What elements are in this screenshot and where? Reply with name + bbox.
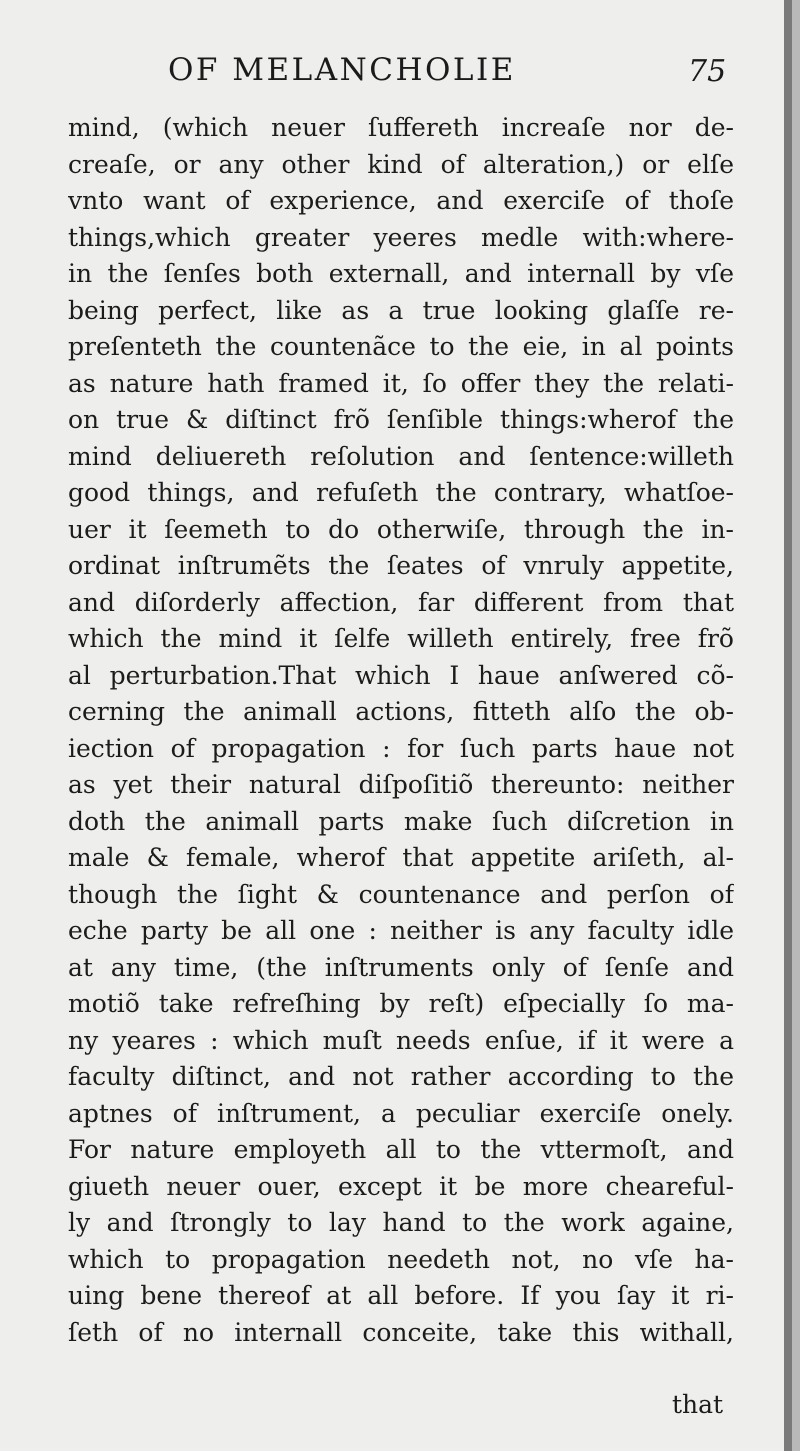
- text-line: good things, and refuſeth the contrary, whatſoe-: [68, 478, 734, 507]
- text-line: uing bene thereof at all before. If you ſay it ri-: [68, 1281, 734, 1310]
- text-line: as yet their natural diſpoſitiõ thereunto: neither: [68, 770, 734, 799]
- text-line: ny yeares : which muſt needs enſue, if it were a: [68, 1025, 734, 1055]
- catchword: that: [672, 1390, 724, 1419]
- text-line: being perfect, like as a true looking glaſſe re-: [68, 295, 734, 325]
- running-head: [0, 52, 784, 100]
- text-line: vnto want of experience, and exerciſe of thoſe: [68, 186, 734, 215]
- text-line: ordinat inſtrumẽts the ſeates of vnruly appetite,: [68, 551, 734, 580]
- text-line: though the ſight & countenance and perſon of: [68, 879, 734, 909]
- text-line: giueth neuer ouer, except it be more cheareful-: [68, 1171, 734, 1201]
- text-line: ſeth of no internall conceite, take this withall,: [68, 1317, 734, 1347]
- page-number: 75: [688, 54, 727, 89]
- text-line: which to propagation needeth not, no vſe ha-: [68, 1244, 734, 1274]
- text-line: at any time, (the inſtruments only of ſenſe and: [68, 952, 734, 982]
- text-line: things,which greater yeeres medle with:where-: [68, 222, 734, 252]
- text-line: male & female, wherof that appetite ariſeth, al-: [68, 843, 734, 872]
- text-line: creaſe, or any other kind of alteration,) or elſe: [68, 149, 734, 179]
- text-line: doth the animall parts make ſuch diſcretion in: [68, 806, 734, 836]
- text-line: faculty diſtinct, and not rather according to the: [68, 1062, 734, 1091]
- text-line: mind deliuereth reſolution and ſentence:willeth: [68, 441, 734, 471]
- text-line: motiõ take refreſhing by reſt) eſpecially ſo ma-: [68, 989, 734, 1018]
- text-line: al perturbation.That which I haue anſwered cõ-: [68, 660, 734, 690]
- text-line: eche party be all one : neither is any faculty idle: [68, 916, 734, 945]
- text-line: on true & diſtinct frõ ſenſible things:wherof the: [68, 405, 734, 434]
- text-line: For nature employeth all to the vttermoſt, and: [68, 1135, 734, 1164]
- text-line: which the mind it ſelfe willeth entirely, free frõ: [68, 624, 734, 653]
- text-line: ly and ſtrongly to lay hand to the work againe,: [68, 1208, 734, 1237]
- text-line: aptnes of inſtrument, a peculiar exerciſe onely.: [68, 1098, 734, 1128]
- text-line: as nature hath framed it, ſo offer they the relati-: [68, 368, 734, 398]
- text-line: uer it ſeemeth to do otherwiſe, through the in-: [68, 514, 734, 544]
- text-line: preſenteth the countenãce to the eie, in al points: [68, 332, 734, 361]
- text-line: in the ſenſes both externall, and internall by vſe: [68, 259, 734, 288]
- body-text: [68, 110, 734, 1351]
- text-line: and diſorderly affection, far different from that: [68, 587, 734, 617]
- running-title: OF MELANCHOLIE: [168, 52, 516, 88]
- text-line: iection of propagation : for ſuch parts haue not: [68, 733, 734, 763]
- text-line: cerning the animall actions, fitteth alſo the ob-: [68, 697, 734, 726]
- text-line: mind, (which neuer ſuffereth increaſe nor de-: [68, 113, 734, 142]
